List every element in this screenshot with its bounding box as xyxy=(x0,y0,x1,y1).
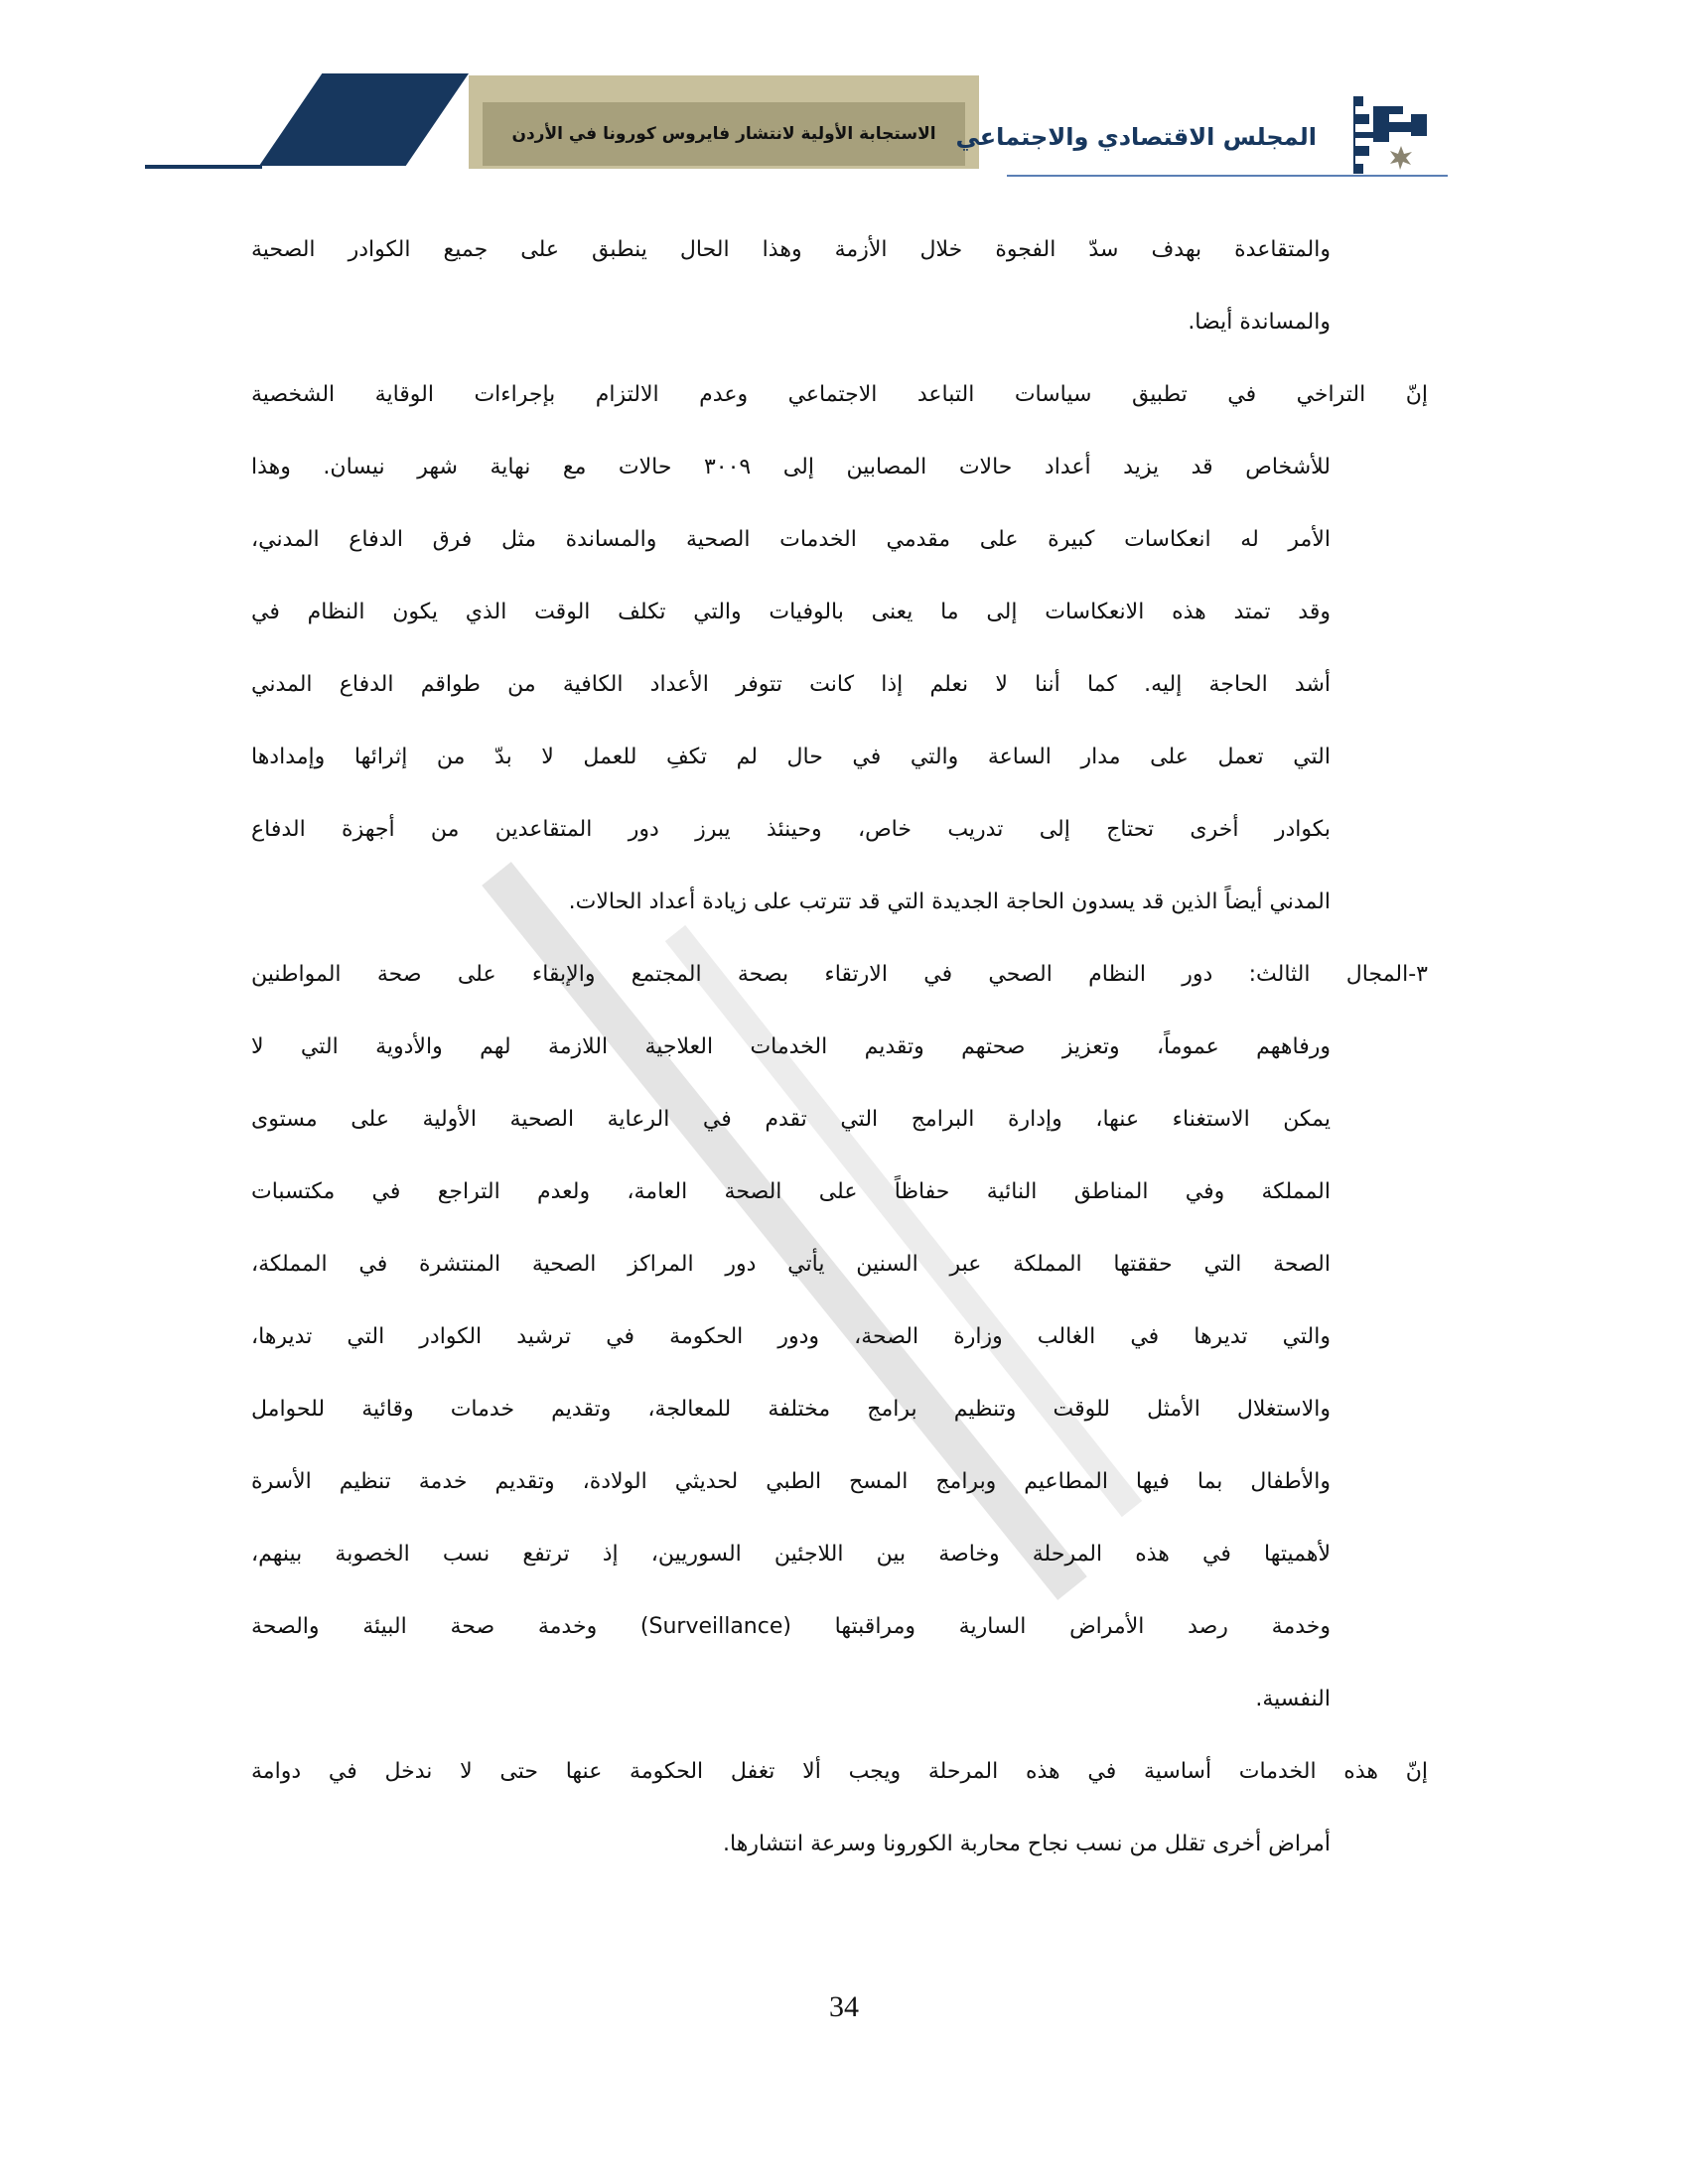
council-logo-icon xyxy=(1324,94,1429,174)
text-line: والاستغلال الأمثل للوقت وتنظيم برامج مختلفة للمعالجة، وتقديم خدمات وقائية للحوامل xyxy=(251,1397,1331,1422)
text-line: الصحة التي حققتها المملكة عبر السنين يأتي دور المراكز الصحية المنتشرة في المملكة، xyxy=(251,1252,1331,1277)
text-line: للأشخاص قد يزيد أعداد حالات المصابين إلى ٣٠٠٩ حالات مع نهاية شهر نيسان. وهذا xyxy=(251,455,1331,479)
header-underline xyxy=(1007,175,1448,177)
text-line: بكوادر أخرى تحتاج إلى تدريب خاص، وحينئذ يبرز دور المتقاعدين من أجهزة الدفاع xyxy=(251,817,1331,842)
text-line: لأهميتها في هذه المرحلة وخاصة بين اللاجئين السوريين، إذ ترتفع نسب الخصوبة بينهم، xyxy=(251,1542,1331,1567)
text-line: إنّ هذه الخدمات أساسية في هذه المرحلة ويجب ألا تغفل الحكومة عنها حتى لا ندخل في دوامة xyxy=(251,1759,1428,1784)
text-line: إنّ التراخي في تطبيق سياسات التباعد الاجتماعي وعدم الالتزام بإجراءات الوقاية الشخصية xyxy=(251,382,1428,407)
text-line: أمراض أخرى تقلل من نسب نجاح محاربة الكورونا وسرعة انتشارها. xyxy=(723,1832,1331,1856)
text-line: أشد الحاجة إليه. كما أننا لا نعلم إذا كانت تتوفر الأعداد الكافية من طواقم الدفاع المدني xyxy=(251,672,1331,697)
text-line: وقد تمتد هذه الانعكاسات إلى ما يعنى بالوفيات والتي تكلف الوقت الذي يكون النظام في xyxy=(251,600,1331,624)
page-number: 34 xyxy=(829,1990,859,2023)
text-line: التي تعمل على مدار الساعة والتي في حال لم تكفِ للعمل لا بدّ من إثرائها وإمدادها xyxy=(251,745,1331,769)
text-line: المملكة وفي المناطق النائية حفاظاً على الصحة العامة، ولعدم التراجع في مكتسبات xyxy=(251,1179,1331,1204)
text-line: والمساندة أيضا. xyxy=(1188,310,1331,335)
text-line: والمتقاعدة بهدف سدّ الفجوة خلال الأزمة وهذا الحال ينطبق على جميع الكوادر الصحية xyxy=(251,237,1331,262)
header-decor-parallelogram xyxy=(259,73,469,166)
text-line: النفسية. xyxy=(1255,1687,1331,1711)
text-line: والأطفال بما فيها المطاعيم وبرامج المسح الطبي لحديثي الولادة، وتقديم خدمة تنظيم الأسرة xyxy=(251,1469,1331,1494)
organization-name: المجلس الاقتصادي والاجتماعي xyxy=(955,123,1317,151)
text-line: وخدمة رصد الأمراض السارية ومراقبتها (Surveillance) وخدمة صحة البيئة والصحة xyxy=(251,1614,1331,1639)
header-decor-line xyxy=(145,165,262,169)
text-line: ٣-المجال الثالث: دور النظام الصحي في الارتقاء بصحة المجتمع والإبقاء على صحة المواطنين xyxy=(251,962,1428,987)
text-line: ورفاههم عموماً، وتعزيز صحتهم وتقديم الخدمات العلاجية اللازمة لهم والأدوية التي لا xyxy=(251,1034,1331,1059)
text-line: يمكن الاستغناء عنها، وإدارة البرامج التي تقدم في الرعاية الصحية الأولية على مستوى xyxy=(251,1107,1331,1132)
report-title: الاستجابة الأولية لانتشار فايروس كورونا في الأردن xyxy=(483,102,965,166)
text-line: والتي تديرها في الغالب وزارة الصحة، ودور الحكومة في ترشيد الكوادر التي تديرها، xyxy=(251,1324,1331,1349)
text-line: الأمر له انعكاسات كبيرة على مقدمي الخدمات الصحية والمساندة مثل فرق الدفاع المدني، xyxy=(251,527,1331,552)
text-line: المدني أيضاً الذين قد يسدون الحاجة الجديدة التي قد تترتب على زيادة أعداد الحالات. xyxy=(568,889,1331,914)
